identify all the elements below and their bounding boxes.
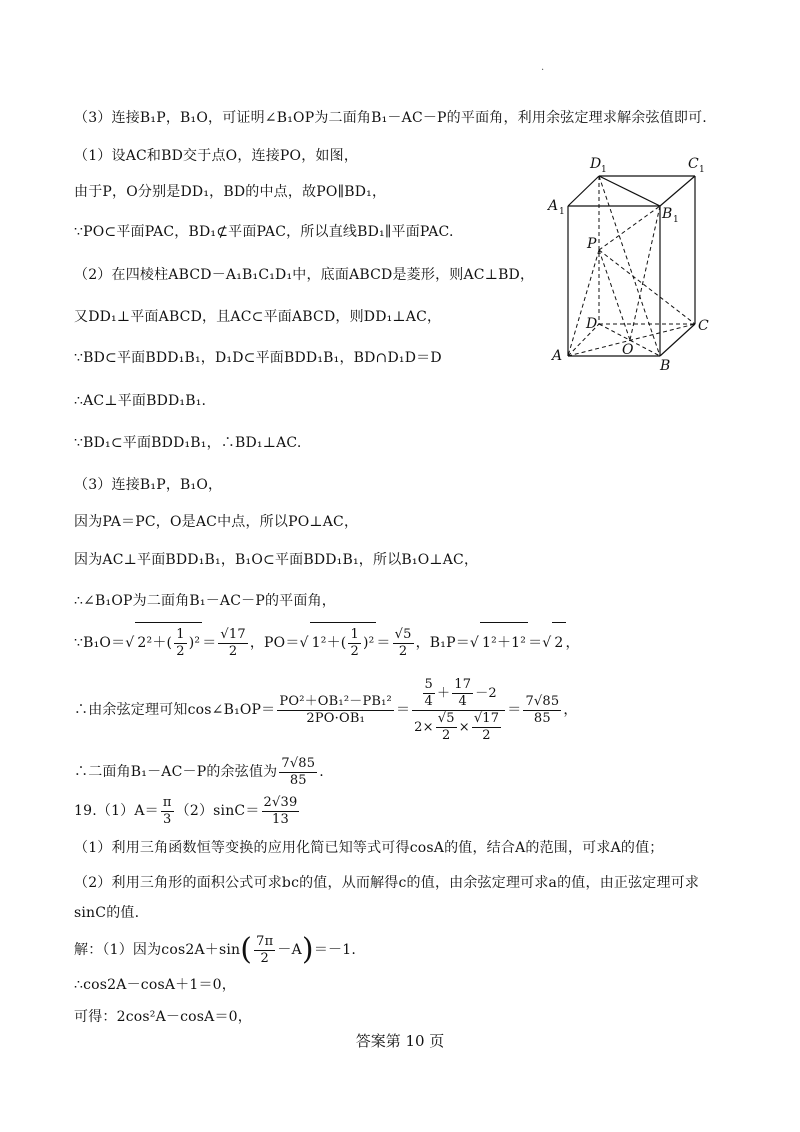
radical-po: 1²＋( $\frac{1}{2}$ )² [310, 622, 377, 663]
edge-d1a1 [568, 176, 599, 206]
radical-b1o: 2²＋( $\frac{1}{2}$ )² [135, 622, 202, 663]
text-line-3: 由于P，O分别是DD₁，BD的中点，故PO∥BD₁， [74, 184, 387, 200]
text-line-13: ∴∠B₁OP为二面角B₁－AC－P的平面角， [74, 593, 336, 609]
text-line-16: ∴二面角B₁－AC－P的余弦值为 $\frac{7√85}{85}$ . [74, 755, 324, 788]
label-d: D [586, 316, 598, 332]
svg-text:1: 1 [559, 207, 565, 217]
fraction-cosine-law: $\frac{\text{PO²＋OB₁²－PB₁²}}{\text{2PO·OB₁}}$ [279, 693, 392, 726]
text-line-18: （1）利用三角函数恒等变换的应用化简已知等式可得cosA的值，结合A的范围，可求A的值； [74, 840, 664, 856]
text-line-2: （1）设AC和BD交于点O，连接PO，如图， [74, 148, 359, 164]
page-mark: . [541, 62, 545, 73]
text-line-12: 因为AC⊥平面BDD₁B₁，B₁O⊂平面BDD₁B₁，所以B₁O⊥AC， [74, 552, 479, 568]
fraction-sqrt17-over-2: $\frac{√17}{2}$ [220, 626, 246, 659]
prism-figure [540, 148, 720, 378]
fraction-sqrt5-over-2: $\frac{√5}{2}$ [394, 626, 412, 659]
label-b1: B [662, 206, 673, 222]
label-o: O [622, 342, 634, 358]
text-line-19: （2）利用三角形的面积公式可求bc的值，从而解得c的值，由余弦定理可求a的值，由正弦定理可求 [74, 875, 700, 891]
fraction-7pi-over-2: $\frac{7\pi}{2}$ [256, 933, 274, 966]
svg-text:1: 1 [673, 215, 679, 225]
label-a: A [552, 348, 563, 364]
label-c1: C [688, 156, 699, 172]
text-line-6: 又DD₁⊥平面ABCD，且AC⊂平面ABCD，则DD₁⊥AC， [74, 309, 442, 325]
text-line-9: ∵BD₁⊂平面BDD₁B₁，∴BD₁⊥AC. [74, 435, 302, 451]
fraction-sin-c: $\frac{2√39}{13}$ [263, 794, 298, 827]
seg-b1o [630, 206, 660, 340]
fraction-result: $\frac{7√85}{85}$ [525, 693, 560, 726]
text-line-20: sinC的值. [74, 905, 140, 921]
seg-po [599, 250, 630, 340]
label-p: P [587, 236, 597, 252]
text-line-14: ∵B₁O＝√ 2²＋( $\frac{1}{2}$ )² ＝ $\frac{√17}{2}$ ，PO＝√ 1²＋( $\frac{1}{2}$ )² ＝ $\frac{√5}{2}$ ，B₁P＝√ 1²＋1² ＝√ 2 ， [74, 622, 580, 663]
radical-b1p: 1²＋1² [480, 622, 528, 663]
label-a1: A [548, 198, 559, 214]
diag-d1b1 [599, 176, 660, 206]
fraction-numeric: $\frac{5}{4}$ ＋ $\frac{17}{4}$ －2 2× $\frac{√5}{2}$ × $\frac{√17}{2}$ [412, 677, 505, 744]
label-d1: D [590, 156, 602, 172]
text-line-22: ∴cos2A－cosA＋1＝0， [74, 977, 236, 993]
text-line-17: 19.（1）A＝ $\frac{\pi}{3}$ （2）sinC＝ $\frac{2√39}{13}$ [74, 794, 298, 827]
seg-pc [599, 250, 695, 324]
page-footer: 答案第 10 页 [355, 1032, 445, 1050]
text-line-21: 解：（1）因为cos2A＋sin( $\frac{7\pi}{2}$ －A)＝－1. [74, 932, 356, 967]
text-line-4: ∵PO⊂平面PAC，BD₁⊄平面PAC，所以直线BD₁∥平面PAC. [74, 224, 454, 240]
svg-text:1: 1 [699, 165, 705, 175]
text-line-11: 因为PA＝PC，O是AC中点，所以PO⊥AC， [74, 514, 359, 530]
seg-pb1 [599, 206, 660, 250]
text-line-5: （2）在四棱柱ABCD－A₁B₁C₁D₁中，底面ABCD是菱形，则AC⊥BD， [74, 267, 535, 283]
edge-c1b1 [660, 176, 695, 206]
label-c: C [698, 318, 709, 334]
text-line-1: （3）连接B₁P，B₁O，可证明∠B₁OP为二面角B₁－AC－P的平面角，利用余弦定理求解余弦值即可. [74, 110, 707, 126]
text-line-8: ∴AC⊥平面BDD₁B₁. [74, 393, 207, 409]
text-line-7: ∵BD⊂平面BDD₁B₁，D₁D⊂平面BDD₁B₁，BD∩D₁D＝D [74, 350, 442, 366]
fraction-answer: $\frac{7√85}{85}$ [281, 755, 316, 788]
label-b: B [660, 358, 671, 374]
fraction-pi-over-3: $\frac{\pi}{3}$ [162, 794, 172, 827]
text-line-23: 可得：2cos²A－cosA＝0， [74, 1009, 252, 1025]
text-line-10: （3）连接B₁P，B₁O， [74, 477, 223, 493]
text-line-15: ∴由余弦定理可知cos∠B₁OP＝ $\frac{\text{PO²＋OB₁²－PB₁²}}{\text{2PO·OB₁}}$ ＝ $\frac{5}{4}$ ＋ $\frac{17}{4}$ －2 2× $\frac{√5}{2}$ × $\frac{√17}{2}$ ＝ $\frac{7√85}{85}$ ， [74, 676, 578, 743]
svg-text:1: 1 [601, 165, 607, 175]
